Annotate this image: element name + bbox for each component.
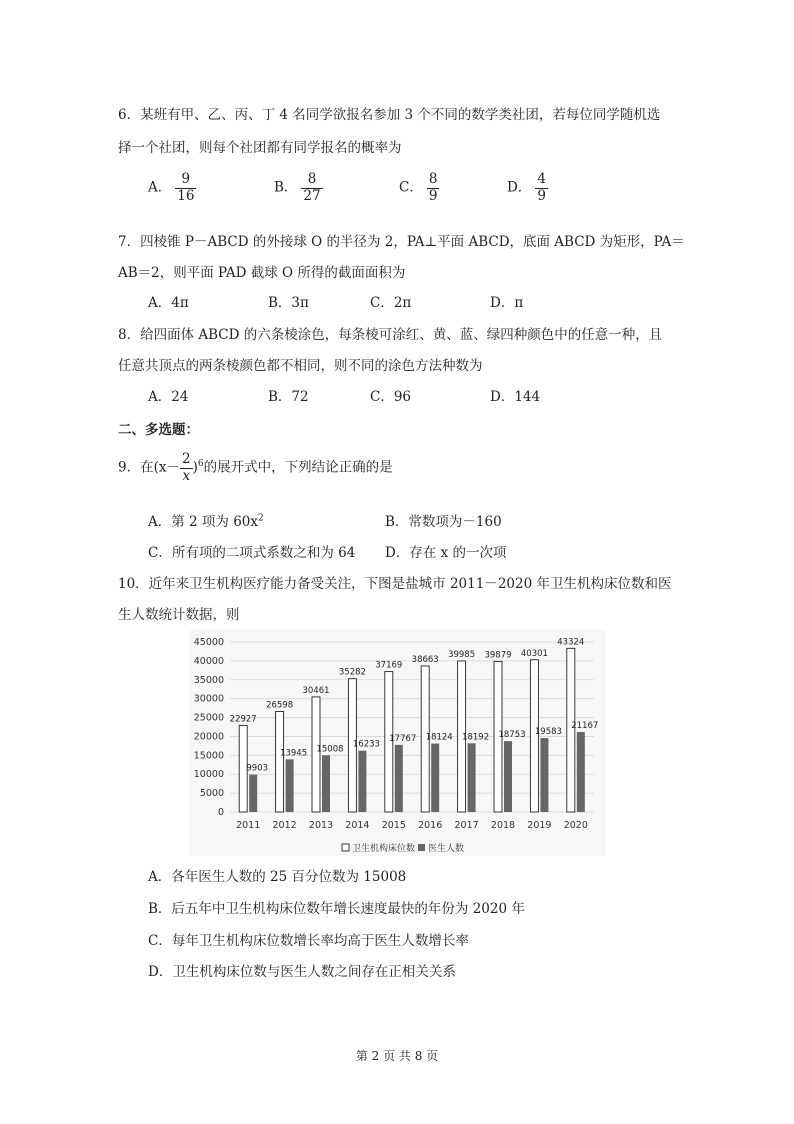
legend-label-beds: 卫生机构床位数 — [352, 844, 416, 854]
x-tick-label: 2013 — [308, 820, 334, 831]
denominator: 16 — [177, 187, 195, 204]
data-label-beds: 35282 — [338, 667, 366, 678]
q7-option-b: B．3π — [268, 295, 309, 311]
bar-doctors — [322, 755, 330, 812]
q6-option-d — [507, 172, 548, 204]
data-label-doctors: 15008 — [316, 744, 344, 755]
chart-bars — [230, 637, 599, 812]
q9-stem: 9．在(x－ $\frac{2}{x}$ )$^6$的展开式中，下列结论正确的是 — [118, 451, 393, 484]
q9-option-a-exponent: 2 — [258, 513, 264, 524]
q8-line1: 8．给四面体 ABCD 的六条棱涂色，每条棱可涂红、黄、蓝、绿四种颜色中的任意一种，且 — [118, 327, 663, 343]
q8-option-d: D．144 — [490, 389, 541, 405]
x-tick-label: 2015 — [381, 820, 406, 831]
bar-doctors — [504, 741, 512, 812]
x-tick-label: 2017 — [454, 820, 479, 831]
numerator: 9 — [175, 172, 196, 189]
data-label-doctors: 18192 — [462, 732, 490, 743]
bar-doctors — [468, 743, 476, 812]
option-label: B． — [274, 179, 298, 196]
data-label-beds: 26598 — [266, 700, 294, 711]
q7-option-c: C．2π — [370, 295, 412, 311]
numerator: 4 — [537, 171, 546, 187]
denominator: 9 — [428, 187, 438, 204]
q9-exponent: 6 — [197, 459, 204, 470]
q7-line1: 7．四棱锥 P－ABCD 的外接球 O 的半径为 2，PA⊥平面 ABCD，底面 ABCD 为矩形，PA＝ — [118, 234, 685, 250]
y-tick-label: 5000 — [199, 788, 224, 800]
q10-line1: 10．近年来卫生机构医疗能力备受关注，下图是盐城市 2011－2020 年卫生机构床位数和医 — [118, 576, 672, 592]
q9-option-b: B．常数项为－160 — [385, 514, 502, 530]
q9-option-d: D．存在 x 的一次项 — [385, 545, 507, 561]
q9-prefix: 9．在(x－ — [118, 459, 180, 476]
q7-option-a: A．4π — [148, 295, 189, 311]
y-tick-label: 40000 — [193, 655, 224, 667]
option-label: A． — [148, 179, 172, 196]
q8-option-a: A．24 — [148, 389, 189, 405]
data-label-doctors: 18124 — [425, 732, 453, 743]
data-label-beds: 43324 — [557, 637, 585, 648]
bar-doctors — [540, 738, 548, 812]
section-heading: 二、多选题： — [118, 422, 199, 438]
q6-option-a — [148, 172, 196, 204]
x-tick-label: 2014 — [345, 820, 370, 831]
y-tick-label: 0 — [217, 807, 224, 818]
data-label-beds: 39985 — [448, 649, 476, 660]
x-tick-label: 2012 — [272, 820, 297, 831]
bar-doctors — [395, 745, 403, 812]
data-label-beds: 22927 — [229, 714, 257, 725]
data-label-doctors: 17767 — [389, 733, 417, 744]
data-label-doctors: 18753 — [498, 730, 526, 741]
bar-beds — [312, 697, 320, 812]
q9-option-a-text: A．第 2 项为 60x — [148, 514, 259, 530]
bar-beds — [276, 712, 284, 812]
q9-option-a — [148, 510, 264, 530]
q10-option-c: C．每年卫生机构床位数增长率均高于医生人数增长率 — [148, 933, 469, 949]
numerator: 8 — [428, 171, 438, 187]
q6-option-b — [274, 172, 323, 204]
bar-doctors — [431, 744, 439, 812]
y-tick-label: 15000 — [193, 750, 224, 762]
y-tick-label: 30000 — [193, 693, 224, 705]
bar-doctors — [358, 751, 366, 812]
fraction — [535, 172, 548, 204]
denominator: 27 — [303, 187, 321, 204]
numerator: 8 — [301, 172, 322, 189]
data-label-beds: 38663 — [411, 654, 439, 665]
chart-x-tick-labels — [236, 820, 588, 831]
x-tick-label: 2016 — [418, 820, 443, 831]
y-tick-label: 45000 — [193, 637, 224, 648]
data-label-doctors: 21167 — [571, 721, 599, 732]
y-tick-label: 25000 — [193, 712, 224, 724]
x-tick-label: 2020 — [563, 820, 588, 831]
numerator: 2 — [181, 451, 191, 467]
q10-option-b: B．后五年中卫生机构床位数年增长速度最快的年份为 2020 年 — [148, 901, 525, 917]
q8-line2: 任意共顶点的两条棱颜色都不相同，则不同的涂色方法种数为 — [118, 358, 483, 374]
denominator: 9 — [537, 187, 546, 204]
data-label-doctors: 16233 — [352, 739, 380, 750]
chart-legend — [342, 842, 464, 854]
option-label: C． — [399, 179, 423, 196]
q7-option-d: D．π — [490, 295, 524, 311]
x-tick-label: 2019 — [527, 820, 552, 831]
y-tick-label: 10000 — [193, 769, 224, 781]
denominator: x — [182, 467, 191, 484]
q8-option-b: B．72 — [268, 389, 309, 405]
data-label-doctors: 13945 — [280, 748, 308, 759]
data-label-beds: 37169 — [375, 660, 403, 671]
q9-option-c: C．所有项的二项式系数之和为 64 — [148, 545, 356, 561]
y-tick-label: 20000 — [193, 731, 224, 743]
data-label-beds: 30461 — [302, 685, 330, 696]
data-label-beds: 40301 — [520, 648, 548, 659]
legend-swatch-doctors — [418, 844, 425, 851]
y-tick-label: 35000 — [193, 674, 224, 686]
bar-doctors — [577, 732, 585, 812]
q6-option-c — [399, 172, 439, 204]
data-label-doctors: 19583 — [534, 727, 562, 738]
q10-option-a: A．各年医生人数的 25 百分位数为 15008 — [148, 869, 407, 885]
chart-y-tick-labels — [194, 637, 224, 818]
bar-doctors — [249, 775, 257, 812]
data-label-beds: 39879 — [484, 650, 512, 661]
q10-option-d: D．卫生机构床位数与医生人数之间存在正相关关系 — [148, 964, 456, 980]
fraction — [301, 172, 322, 204]
bar-chart — [190, 630, 606, 856]
fraction — [427, 172, 440, 204]
x-tick-label: 2011 — [236, 820, 261, 831]
q10-line2: 生人数统计数据，则 — [118, 607, 240, 623]
q6-line2: 择一个社团，则每个社团都有同学报名的概率为 — [118, 140, 402, 156]
legend-swatch-beds — [342, 844, 349, 851]
data-label-doctors: 9903 — [246, 763, 269, 774]
q8-option-c: C．96 — [370, 389, 412, 405]
q7-line2: AB＝2，则平面 PAD 截球 O 所得的截面面积为 — [118, 265, 406, 281]
bar-doctors — [286, 759, 294, 812]
fraction — [175, 172, 196, 204]
x-tick-label: 2018 — [490, 820, 516, 831]
option-label: D． — [507, 179, 532, 196]
q9-fraction — [180, 452, 193, 484]
q9-suffix: 的展开式中，下列结论正确的是 — [203, 459, 393, 476]
page-footer: 第 2 页 共 8 页 — [355, 1049, 439, 1063]
legend-label-doctors: 医生人数 — [428, 844, 465, 854]
q6-line1: 6．某班有甲、乙、丙、丁 4 名同学欲报名参加 3 个不同的数学类社团，若每位同学随机选 — [118, 107, 661, 123]
